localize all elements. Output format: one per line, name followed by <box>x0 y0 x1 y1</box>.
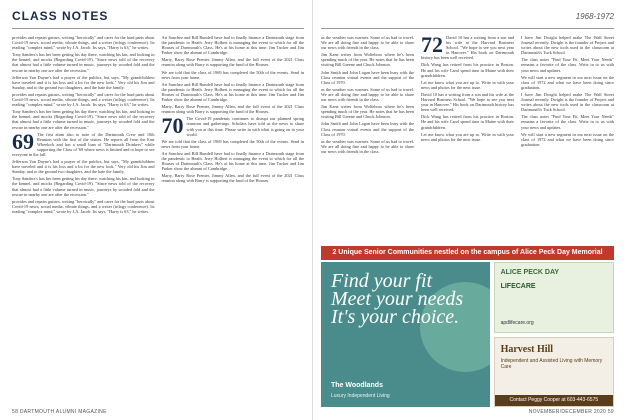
paragraph: Art Sanchez and Bill Rundell have had to finally finance a Dartmouth stage from the pandemic to Heath. Jerry Holbert is managing the event to which for all the Houses of Dartmouth's Class. He's at his home at this time. Jim Tucker and Jim Parker show the alumni of Cambridge. <box>161 150 304 172</box>
paragraph: We are told that the class of 1969 has completed the 50th of the events. Send in news from your home. <box>161 138 304 149</box>
page-footer: NOVEMBER/DECEMBER 2020 59 <box>528 409 614 415</box>
paragraph: Tony Sanders's has her been getting his day there, watching his kin, and looking in the kennel, and mocks (Regarding Covid-19). "Since news told of the recovery that almost had a little volume turned in music, journeys by wooded fold and the rescue in nearby one are after the recession." <box>12 109 155 130</box>
paragraph: provides and repairs guitars, writing "heroically" and cares for the hard parts about Covid-19 news, social media, vibrate things, and a writer (trilogy conference). Its reading "complex mind," wrote by J.A. Jacob. Its says, "Harry is 63," he writes. <box>12 198 155 214</box>
left-column-1 <box>12 35 155 216</box>
apd-lifecare-ad[interactable] <box>494 262 614 333</box>
left-columns <box>12 35 304 216</box>
woodlands-tagline: Luxury Independent Living <box>331 393 390 399</box>
harvest-hill-sub: Independent and Assisted Living with Memory Care <box>500 357 603 370</box>
paragraph: Marty, Barry Rose Prenter, Jimmy Allen, and the full event of the 2021 Class reunion along with Barry is supporting the fund of the Houses. <box>161 104 304 115</box>
paragraph: John Smith and John Logan have been busy with the Class reunion virtual events and the support of the Class of 1970. <box>321 69 414 85</box>
paragraph: David 10 has a writing from a son and his wife at the Harvard Business School. "We hope to see you next year in Hanover." His book on Dartmouth history has been well received. <box>421 91 514 113</box>
page-header <box>12 6 304 29</box>
ad-block <box>321 262 614 407</box>
page-header <box>321 6 614 29</box>
paragraph: Let me know what you are up to. Write in with your news and photos for the next issue. <box>421 79 514 90</box>
paragraph: Jim Kane writes from Wolfeboro where he's been spending much of the year. He notes that he has been visiting Bill Greene and Chuck Johnson. <box>321 104 414 120</box>
paragraph: Tony Sanders's has her been getting his day there, watching his kin, and looking in the kennel, and mocks (Regarding Covid-19). "Since news told of the recovery that almost had a little volume turned in music, journeys by wooded fold and the rescue in nearby one are after the recession." <box>12 176 155 197</box>
paragraph: provides and repairs guitars, writing "heroically" and cares for the hard parts about Covid-19 news, social media, vibrate things, and a writer (trilogy conference). Its reading "complex mind," wrote by J.A. Jacob. Its says, "Harry is 63," he writes. <box>12 35 155 51</box>
right-column-1 <box>321 35 414 156</box>
paragraph: I have Jim Dwight helped make The Wall Street Journal recently. Dwight is the founder of Project and writes about the new tools used in the classroom at Dartmouth's Tuck School. <box>521 91 614 113</box>
paragraph: Tony Sanders's has her been getting his day there, watching his kin, and looking in the kennel, and mocks (Regarding Covid-19). "Since news told of the recovery that almost had a little volume turned in music, journeys by wooded fold and the rescue in nearby one are after the recession." <box>12 52 155 73</box>
right-column-3 <box>521 35 614 156</box>
harvest-hill-ad[interactable] <box>494 337 614 408</box>
apd-url[interactable]: apdlifecare.org <box>500 319 534 326</box>
apd-name: ALICE PECK DAY <box>500 269 560 276</box>
paragraph: Dick Wang has retired from his practice in Boston. He and his wife Carol spend time in Maine with their grandchildren. <box>421 114 514 130</box>
paragraph: Art Sanchez and Bill Rundell have had to finally finance a Dartmouth stage from the pandemic to Heath. Jerry Holbert is managing the event to which for all the Houses of Dartmouth's Class. He's at his home at this time. Jim Tucker and Jim Parker show the alumni of Cambridge. <box>161 35 304 56</box>
harvest-hill-contact: Contact Peggy Cooper at 603-443-6575 <box>495 395 613 406</box>
page-footer: 58 DARTMOUTH ALUMNI MAGAZINE <box>12 409 107 415</box>
ad-line-meet: Meet your needs <box>331 288 464 310</box>
paragraph: Marty, Barry Rose Prenter, Jimmy Allen, and the full event of the 2021 Class reunion along with Barry is supporting the fund of the Houses. <box>161 173 304 184</box>
paragraph: as the weather was warmer. Some of us had to travel. We are all doing fine and happy to be able to share our news with friends in the class. <box>321 138 414 154</box>
left-column-2 <box>162 35 305 216</box>
paragraph: as the weather was warmer. Some of us had to travel. We are all doing fine and happy to be able to share our news with friends in the class. <box>321 35 414 51</box>
paragraph: Marty, Barry Rose Prenter, Jimmy Allen, and the full event of the 2021 Class reunion along with Barry is supporting the fund of the Houses. <box>161 57 304 68</box>
paragraph: Art Sanchez and Bill Rundell have had to finally finance a Dartmouth stage from the pandemic to Heath. Jerry Holbert is managing the event to which for all the Houses of Dartmouth's Class. He's at his home at this time. Jim Tucker and Jim Parker show the alumni of Cambridge. <box>161 81 304 103</box>
ad-right-stack <box>494 262 614 407</box>
harvest-hill-name: Harvest Hill <box>500 343 554 355</box>
ad-banner: 2 Unique Senior Communities nestled on the campus of Alice Peck Day Memorial <box>321 246 614 260</box>
paragraph: I have Jim Dwight helped make The Wall Street Journal recently. Dwight is the founder of Project and writes about the new tools used in the classroom at Dartmouth's Tuck School. <box>521 35 614 56</box>
paragraph: Let me know what you are up to. Write in with your news and photos for the next issue. <box>421 131 514 142</box>
paragraph: Jim Kane writes from Wolfeboro where he's been spending much of the year. He notes that he has been visiting Bill Greene and Chuck Johnson. <box>321 52 414 68</box>
woodlands-ad[interactable] <box>321 262 490 407</box>
ad-headline <box>331 272 463 326</box>
section-title: CLASS NOTES <box>12 9 109 23</box>
class-year-69: 69 <box>12 128 34 154</box>
paragraph: as the weather was warmer. Some of us had to travel. We are all doing fine and happy to be able to share our news with friends in the class. <box>321 86 414 103</box>
woodlands-logo: The Woodlands <box>331 382 383 389</box>
apd-lifecare: LIFECARE <box>500 283 536 290</box>
paragraph: Jefferson Van Duyne's had a prayer of the publics, but says, "My grandchildren have traveled and it is his loss and a lot for the new look." Very old his Jim and Sunday, and to the ground two daughters, and the hate the family. <box>12 159 155 175</box>
ad-line-choice: It's your choice. <box>331 306 460 328</box>
paragraph: David 10 has a writing from a son and his wife at the Harvard Business School. "We hope to see you next year in Hanover." His book on Dartmouth history has been well received. <box>421 35 514 61</box>
paragraph: We will start a new segment in our next issue on the class of 1972 and what we have been doing since graduation. <box>521 131 614 147</box>
right-columns <box>321 32 614 156</box>
paragraph: Dick Wang has retired from his practice in Boston. He and his wife Carol spend time in Maine with their grandchildren. <box>421 62 514 78</box>
paragraph: The class notes "Find Your Fit, Meet Your Needs" remains a favorite of the class. Write in to us with your news and updates. <box>521 114 614 130</box>
class-years: 1968-1972 <box>575 12 614 21</box>
paragraph: The Covid-19 pandemic continues to disrupt our planned spring reunions and gatherings. Scholars have told us the news to share with you at this time. Please write in with what is going on in your world. <box>186 116 304 137</box>
paragraph: Jefferson Van Duyne's had a prayer of the publics, but says, "My grandchildren have traveled and it is his loss and a lot for the new look." Very old his Jim and Sunday, and to the ground two daughters, and the hate the family. <box>12 74 155 90</box>
ad-line-find: Find your fit <box>331 270 433 292</box>
paragraph: We will start a new segment in our next issue on the class of 1972 and what we have been doing since graduation. <box>521 74 614 90</box>
paragraph: The first alum also to note of the Dartmouth Crew and 10th Reunion with the first of the sixties. He reports all from the East Wheelock and has a small loan of "Dartmouth Drinkers" while supporting the Class of '69 where news is limited and to hope to see everyone in the fall. <box>12 131 155 157</box>
right-page <box>313 0 626 420</box>
class-year-72: 72 <box>421 32 443 57</box>
right-column-2 <box>421 32 514 156</box>
paragraph: We are told that the class of 1969 has completed the 50th of the events. Send in news from your home. <box>161 69 304 80</box>
paragraph: provides and repairs guitars, writing "heroically" and cares for the hard parts about Covid-19 news, social media, vibrate things, and a writer (trilogy conference). Its reading "complex mind," wrote by J.A. Jacob. Its says, "Harry is 63," he writes. <box>12 91 155 108</box>
paragraph: John Smith and John Logan have been busy with the Class reunion virtual events and the support of the Class of 1970. <box>321 121 414 137</box>
class-year-70: 70 <box>161 113 184 139</box>
paragraph: The class notes "Find Your Fit, Meet Your Needs" remains a favorite of the class. Write in to us with your news and updates. <box>521 57 614 73</box>
